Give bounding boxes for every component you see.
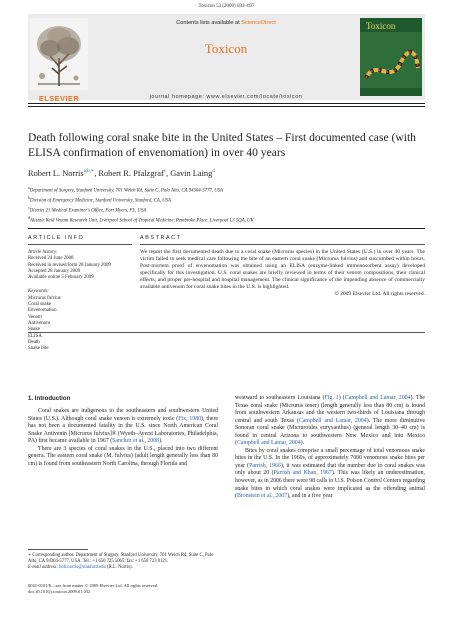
article-info-rule [28, 244, 132, 245]
history-item: Received in revised form 28 January 2009 [28, 262, 111, 268]
keyword: Envenomation [28, 308, 57, 314]
affiliation-text: District 21 Medical Examiner's Office, Fort Myers, FL, USA [29, 208, 147, 214]
abstract-rule [140, 244, 425, 245]
body-text: ), there has not been a documented fatality in the U.S. since North American Coral Snake Antivenin [Micrurus fulvius]® (Wyeth–Ayerst Laboratories, Philadelphia, PA) first became available in 1967 ( [28, 415, 219, 445]
keywords-list [28, 296, 132, 353]
keyword: Antivenom [28, 320, 51, 326]
footnote [28, 553, 218, 571]
history-item: Received 24 June 2008 [28, 256, 74, 262]
affiliation-marker: c [28, 205, 30, 210]
body-text: ). [300, 440, 305, 447]
citation-link[interactable]: Fig. 1 [324, 395, 339, 401]
author-list [28, 168, 425, 178]
front-matter-rule [28, 228, 425, 229]
citation-link[interactable]: Campbell and Lamar, 2004 [344, 395, 411, 401]
abstract-text: We report the first documented death due to a coral snake (Micrurus species) in the United States (U.S.) in over 40 years. The victim failed to seek medical care following the bite of an eastern coral snake (Micrurus fulvius) and succumbed within hours. Post-mortem proof of envenomation was obtained using an ELISA (enzyme-linked immunosorbent assay) developed specifically for this investigation. U.S. coral snakes are briefly reviewed in terms of their venom compositions, their clinical effects, and proper pre-hospital and hospital management. The clinical significance of the impending absence of commercially available antivenom for coral snake bites in the U.S. is highlighted. [140, 249, 425, 291]
keyword: Death [28, 339, 40, 345]
body-text: ), it was estimated that the number due to coral snakes was only about 20 ( [235, 462, 426, 477]
doi-line[interactable]: doi:10.1016/j.toxicon.2009.01.032 [28, 589, 91, 594]
body-text: ). [159, 438, 163, 445]
body-paragraph [235, 395, 425, 448]
affiliation-marker: d [28, 215, 30, 220]
citation-link[interactable]: Parrish and Khan, 1967 [273, 470, 332, 477]
author-affiliation-marker[interactable]: c [163, 169, 166, 174]
affiliation [28, 195, 425, 205]
masthead-rule-bottom [28, 106, 425, 107]
body-column-left [28, 408, 218, 468]
section-heading: 1. Introduction [28, 395, 71, 402]
affiliation-marker: a [28, 185, 30, 190]
imprint [28, 583, 218, 595]
citation-link[interactable]: Bronstein et al., 2007 [236, 493, 288, 500]
body-text: Bites by coral snakes comprise a small percentage of total venomous snake bites in the U.S. In the 1960s, of approximately 7000 venomous snake bites per year ( [235, 447, 425, 469]
history-label: Article history: [28, 250, 58, 255]
body-text: Coral snakes are indigenous to the southeastern and southwestern United States (U.S.). Although coral snake venom is extremely toxic ( [28, 408, 218, 422]
email-suffix: (R.L. Norris). [105, 565, 133, 570]
keyword: Snake [28, 327, 40, 333]
affiliation [28, 215, 425, 225]
body-paragraph [28, 408, 218, 446]
citation-link[interactable]: Parrish, 1966 [249, 462, 281, 469]
citation-link[interactable]: Campbell and Lamar, 2004 [236, 440, 301, 447]
affiliation-marker: b [28, 195, 30, 200]
affiliation-text: Division of Emergency Medicine, Stanford University, Stanford, CA, USA [30, 198, 171, 204]
body-text: ), and in a five year [287, 493, 333, 500]
author-affiliation-marker[interactable]: d [212, 169, 215, 174]
author-name[interactable]: Robert R. Pfalzgraf [98, 168, 164, 178]
email-link[interactable]: bob.norris@stanford.edu [59, 565, 106, 570]
body-text: ) ( [338, 395, 345, 401]
abstract-heading: ABSTRACT [140, 235, 182, 241]
affiliations [28, 185, 425, 225]
publisher-logo-text: ELSEVIER [38, 94, 80, 103]
article-info [28, 250, 132, 352]
affiliation-text: Alistair Reid Venom Research Unit, Liverpool School of Tropical Medicine, Pembroke Place, Liverpool L3 5QA, UK [30, 218, 254, 224]
body-column-right [235, 395, 425, 501]
keyword: Venom [28, 314, 42, 320]
body-text: There are 3 species of coral snakes in the U.S., placed into two different genera. The eastern coral snake (M. fulvius) (adult length generally less than 80 cm) is found from southeastern North Carolina, through Florida and [28, 445, 218, 467]
body-paragraph [235, 448, 425, 501]
body-text: westward to southeastern Louisiana ( [235, 395, 325, 401]
journal-title: Toxicon [204, 41, 248, 56]
body-text: ). The Texas coral snake (Micrurus tener) (length generally less than 80 cm) is found from southwestern Arkansas and the western two-thirds of Louisiana through central and south Texas ( [235, 395, 425, 424]
elsevier-tree-logo-icon [30, 18, 88, 90]
masthead-rule-top [28, 103, 425, 104]
history-list [28, 256, 132, 281]
contents-prefix: Contents lists available at [176, 20, 242, 26]
sciencedirect-link[interactable]: ScienceDirect [241, 20, 276, 26]
author-affiliation-marker[interactable]: a,b,∗ [83, 169, 95, 174]
author-separator: , [166, 168, 171, 178]
affiliation-text: Department of Surgery, Stanford University, 701 Welch Rd, Suite C, Palo Alto, CA 94304-5777, USA [29, 188, 224, 194]
author-name[interactable]: Gavin Laing [170, 168, 213, 178]
history-item: Available online 5 February 2009 [28, 275, 94, 281]
keyword: Coral snake [28, 302, 52, 308]
cover-title: Toxicon [366, 21, 396, 31]
email-line [28, 565, 218, 571]
keyword: Micrurus fulvius [28, 295, 61, 301]
author-name[interactable]: Robert L. Norris [28, 168, 84, 178]
author-separator: , [94, 168, 99, 178]
article-info-heading: ARTICLE INFO [28, 235, 85, 241]
keywords-label: Keywords: [28, 289, 50, 295]
journal-homepage[interactable]: journal homepage: www.elsevier.com/locate/toxicon [149, 94, 303, 100]
keyword: ELISA [28, 333, 42, 339]
copyright-line: © 2009 Elsevier Ltd. All rights reserved. [334, 291, 425, 298]
corresponding-author-note: ∗ Corresponding author. Department of Surgery, Stanford University, 701 Welch Rd, Suite C, Palo Alto, CA 94304-5777, USA. Tel.: +1 650 725 5065; fax: +1 650 723 0121. [28, 553, 214, 564]
history-item: Accepted 28 January 2009 [28, 268, 81, 274]
affiliation [28, 185, 425, 195]
affiliation [28, 205, 425, 215]
contents-line [96, 20, 356, 26]
citation-link[interactable]: Fix, 1980 [178, 415, 202, 422]
abstract-bottom-rule [28, 332, 425, 333]
footnote-rule [28, 549, 88, 550]
journal-cover-image [360, 18, 422, 96]
running-head: Toxicon 53 (2009) 693–697 [198, 4, 255, 9]
body-text: ). The more diminutive Sonoran coral snake (Micruroides euryxanthus) (general length 30–40 cm) is found in central Arizona to southwestern New Mexico and into Mexico ( [235, 417, 425, 447]
citation-link[interactable]: Sanchez et al., 2008 [112, 438, 160, 445]
citation-link[interactable]: Campbell and Lamar, 2004 [298, 417, 367, 424]
article-title: Death following coral snake bite in the United States – First documented case (with ELISA confirmation of envenomation) in over 40 years [28, 131, 416, 159]
abstract [140, 249, 425, 298]
front-matter-line: 0041-0101/$ – see front matter © 2009 Elsevier Ltd. All rights reserved. [28, 583, 159, 588]
email-label: E-mail address: [28, 565, 60, 570]
keyword: Snake bite [28, 346, 49, 352]
body-text: ). This was likely an underestimation, however, as in 2006 there were 98 calls to U.S. Poison Control Centers regarding snake bites in which coral snakes were implicated as the offending animal ( [235, 470, 425, 500]
body-paragraph [28, 446, 218, 469]
